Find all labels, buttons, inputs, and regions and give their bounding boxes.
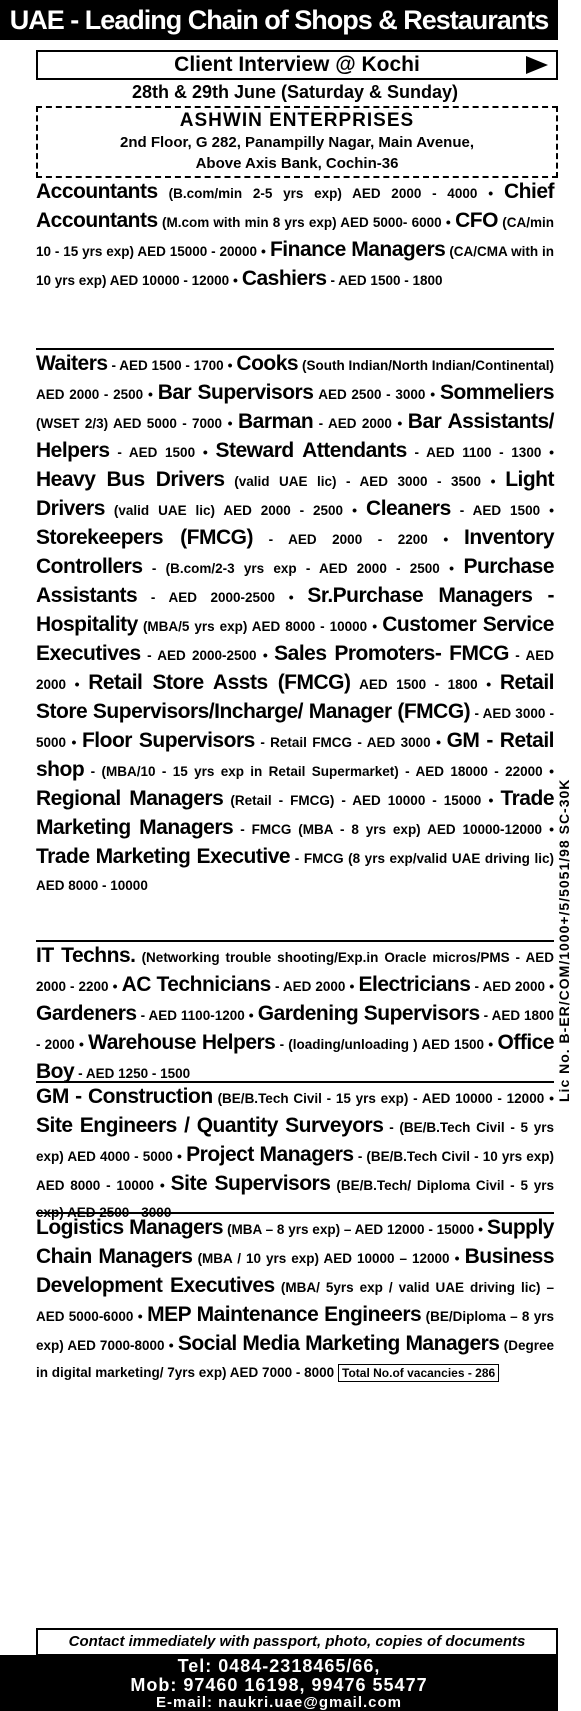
bullet-icon: •	[257, 243, 270, 259]
job-title: Gardeners	[36, 1002, 137, 1025]
job-title: Cleaners	[366, 497, 451, 520]
job-title: Steward Attendants	[215, 439, 407, 462]
job-detail: (South Indian/North Indian/Continental) AED 2000 - 2500	[36, 358, 555, 402]
bullet-icon: •	[244, 1007, 258, 1023]
email-address: E-mail: naukri.uae@gmail.com	[155, 1694, 403, 1711]
bullet-icon: •	[108, 978, 122, 994]
job-title: IT Techns.	[36, 944, 136, 967]
job-section	[36, 348, 554, 940]
job-section	[36, 1212, 554, 1624]
contact-note: Contact immediately with passport, photo, copies of documents	[36, 1628, 558, 1656]
job-detail: (M.com with min 8 yrs exp) AED 5000- 6000	[162, 215, 442, 230]
venue-box	[36, 106, 558, 178]
bullet-icon: •	[66, 734, 82, 750]
job-title: MEP Maintenance Engineers	[147, 1303, 422, 1326]
ad-title: UAE - Leading Chain of Shops & Restaurants	[9, 5, 549, 35]
venue-address-line2: Above Axis Bank, Cochin-36	[195, 155, 399, 172]
job-detail: (Degree in digital marketing/ 7yrs exp) AED 7000 - 8000	[36, 1338, 554, 1380]
arrow-right-icon	[526, 56, 548, 74]
job-title: Chief Accountants	[36, 180, 554, 232]
bullet-icon: •	[481, 473, 506, 489]
job-title: Warehouse Helpers	[88, 1031, 276, 1054]
job-title: Project Managers	[186, 1143, 354, 1166]
job-detail: - (MBA/10 - 15 yrs exp in Retail Supermarket) - AED 18000 - 22000	[90, 764, 543, 779]
job-detail: (CA/min 10 - 15 yrs exp) AED 15000 - 20000	[36, 215, 555, 259]
job-title: Gardening Supervisors	[257, 1002, 480, 1025]
bullet-icon: •	[172, 1148, 187, 1164]
job-title: Site Supervisors	[170, 1172, 331, 1195]
job-title: Light Drivers	[36, 468, 554, 520]
job-title: Logistics Managers	[36, 1216, 224, 1239]
job-title: GM - Construction	[36, 1085, 213, 1108]
job-detail: - AED 3000 - 5000	[36, 706, 555, 750]
bullet-icon: •	[542, 763, 555, 779]
job-title: Barman	[237, 410, 314, 433]
job-detail: (Networking trouble shooting/Exp.in Oracle micros/PMS - AED 2000 - 2200	[36, 950, 554, 994]
job-section	[36, 1081, 555, 1220]
bullet-icon: •	[544, 1090, 555, 1106]
job-detail: (BE/B.Tech/ Diploma Civil - 5 yrs exp) AED 2500 - 3000	[36, 1178, 555, 1220]
job-title: Accountants	[36, 180, 158, 203]
job-detail: (valid UAE lic) AED 2000 - 2500	[113, 503, 344, 518]
job-detail: - AED 1250 - 1500	[78, 1066, 191, 1081]
mobile-numbers: Mob: 97460 16198, 99476 55477	[130, 1675, 428, 1695]
bullet-icon: •	[540, 502, 555, 518]
job-title: Cooks	[236, 352, 299, 375]
bullet-icon: •	[143, 386, 158, 402]
job-detail: - (B.com/2-3 yrs exp - AED 2000 - 2500	[151, 561, 440, 576]
job-detail: (CA/CMA with in 10 yrs exp) AED 10000 - 12000	[36, 244, 555, 288]
job-detail: - AED 2000 - 2200	[268, 532, 428, 547]
job-detail: - AED 2000	[474, 979, 546, 994]
job-detail: (B.com/min 2-5 yrs exp) AED 2000 - 4000	[168, 186, 478, 201]
job-title: Retail Store Assts (FMCG)	[88, 671, 351, 694]
job-title: AC Technicians	[121, 973, 271, 996]
bullet-icon: •	[222, 415, 238, 431]
job-title: Supply Chain Managers	[36, 1216, 554, 1268]
job-detail: - (BE/B.Tech Civil - 10 yrs exp) AED 8000 - 10000	[36, 1149, 554, 1193]
bullet-icon: •	[275, 589, 308, 605]
job-detail: - AED 1500	[117, 445, 196, 460]
venue-address-line1: 2nd Floor, G 282, Panampilly Nagar, Main Avenue,	[120, 134, 474, 151]
job-title: CFO	[455, 209, 498, 232]
job-detail: AED 1500 - 1800	[359, 677, 478, 692]
job-title: Office Boy	[36, 1031, 555, 1083]
bullet-icon: •	[164, 1337, 178, 1353]
job-detail: - AED 1500 - 1700	[111, 358, 224, 373]
bullet-icon: •	[345, 978, 359, 994]
interview-banner	[36, 50, 558, 80]
job-title: Regional Managers	[36, 787, 224, 810]
bullet-icon: •	[427, 531, 464, 547]
job-detail: - (BE/B.Tech Civil - 5 yrs exp) AED 4000 - 5000	[36, 1120, 554, 1164]
job-detail: (MBA / 10 yrs exp) AED 10000 – 12000	[197, 1251, 450, 1266]
job-detail: - FMCG (8 yrs exp/valid UAE driving lic) AED 8000 - 10000	[36, 851, 554, 893]
contact-footer	[0, 1655, 558, 1711]
job-title: GM - Retail shop	[36, 729, 554, 781]
job-title: Site Engineers / Quantity Surveyors	[36, 1114, 384, 1137]
job-title: Inventory Controllers	[36, 526, 555, 578]
job-title: Trade Marketing Executive	[36, 845, 291, 868]
job-title: Finance Managers	[269, 238, 446, 261]
job-title: Electricians	[358, 973, 471, 996]
job-title: Business Development Executives	[36, 1245, 554, 1297]
job-detail: - AED 1100-1200	[140, 1008, 245, 1023]
job-detail: - AED 1100 - 1300	[414, 445, 542, 460]
job-title: Sales Promoters- FMCG	[274, 642, 509, 665]
bullet-icon: •	[391, 415, 408, 431]
job-title: Cashiers	[241, 267, 327, 290]
job-detail: - AED 2000-2500	[147, 648, 257, 663]
job-detail: - FMCG (MBA - 8 yrs exp) AED 10000-12000	[240, 822, 543, 837]
job-title: Customer Service Executives	[36, 613, 554, 665]
bullet-icon: •	[430, 734, 447, 750]
job-detail: (WSET 2/3) AED 5000 - 7000	[36, 416, 223, 431]
bullet-icon: •	[195, 444, 216, 460]
job-detail: (MBA/5 yrs exp) AED 8000 - 10000	[142, 619, 368, 634]
job-title: Sr.Purchase Managers - Hospitality	[36, 584, 554, 636]
job-detail: (MBA – 8 yrs exp) – AED 12000 - 15000	[227, 1222, 475, 1237]
job-detail: - (loading/unloading ) AED 1500	[279, 1037, 485, 1052]
bullet-icon: •	[484, 1036, 498, 1052]
job-title: Bar Supervisors	[157, 381, 314, 404]
bullet-icon: •	[449, 1250, 465, 1266]
bullet-icon: •	[474, 1221, 487, 1237]
job-detail: (Retail - FMCG) - AED 10000 - 15000	[230, 793, 482, 808]
license-number: Lic No. B-ER/COM/1000+/5/5051/98 SC-30K	[556, 778, 572, 1102]
job-title: Social Media Marketing Managers	[177, 1332, 500, 1355]
job-detail: - AED 1500 - 1800	[330, 273, 443, 288]
job-section	[36, 178, 554, 344]
job-detail: (BE/B.Tech Civil - 15 yrs exp) - AED 10000 - 12000	[217, 1091, 545, 1106]
job-detail: - AED 2000	[274, 979, 346, 994]
job-detail: - AED 1500	[459, 503, 541, 518]
bullet-icon: •	[542, 821, 555, 837]
bullet-icon: •	[481, 792, 501, 808]
job-section	[36, 940, 555, 1083]
job-detail: - AED 2000	[36, 648, 554, 692]
bullet-icon: •	[545, 978, 555, 994]
job-title: Trade Marketing Managers	[36, 787, 554, 839]
bullet-icon: •	[229, 272, 242, 288]
bullet-icon: •	[223, 357, 237, 373]
job-detail: (valid UAE lic) - AED 3000 - 3500	[234, 474, 482, 489]
job-title: Storekeepers (FMCG)	[36, 526, 253, 549]
interview-dates: 28th & 29th June (Saturday & Sunday)	[131, 82, 459, 102]
job-detail: - Retail FMCG - AED 3000	[260, 735, 431, 750]
job-detail: - AED 1800 - 2000	[36, 1008, 555, 1052]
bullet-icon: •	[133, 1308, 148, 1324]
bullet-icon: •	[256, 647, 275, 663]
job-title: Retail Store Supervisors/Incharge/ Manager (FMCG)	[36, 671, 554, 723]
ad-header	[0, 0, 558, 40]
vacancies-count: Total No.of vacancies - 286	[338, 1364, 499, 1382]
job-title: Waiters	[36, 352, 108, 375]
job-title: Bar Assistants/ Helpers	[36, 410, 555, 462]
phone-number: Tel: 0484-2318465/66,	[177, 1656, 381, 1676]
job-title: Floor Supervisors	[81, 729, 255, 752]
bullet-icon: •	[343, 502, 367, 518]
interview-label: Client Interview @ Kochi	[174, 53, 420, 76]
bullet-icon: •	[477, 185, 504, 201]
job-title: Purchase Assistants	[36, 555, 555, 607]
job-detail: (BE/Diploma – 8 yrs exp) AED 7000-8000	[36, 1309, 554, 1353]
bullet-icon: •	[541, 444, 555, 460]
bullet-icon: •	[66, 676, 89, 692]
job-detail: - AED 2000	[318, 416, 392, 431]
bullet-icon: •	[153, 1177, 171, 1193]
bullet-icon: •	[367, 618, 383, 634]
bullet-icon: •	[441, 214, 456, 230]
bullet-icon: •	[74, 1036, 89, 1052]
venue-name: ASHWIN ENTERPRISES	[179, 110, 415, 131]
job-detail: AED 2500 - 3000	[318, 387, 426, 402]
job-title: Heavy Bus Drivers	[36, 468, 225, 491]
bullet-icon: •	[425, 386, 440, 402]
job-detail: - AED 2000-2500	[150, 590, 276, 605]
bullet-icon: •	[477, 676, 500, 692]
job-detail: (MBA/ 5yrs exp / valid UAE driving lic) – AED 5000-6000	[36, 1280, 555, 1324]
bullet-icon: •	[439, 560, 464, 576]
job-title: Sommeliers	[439, 381, 554, 404]
